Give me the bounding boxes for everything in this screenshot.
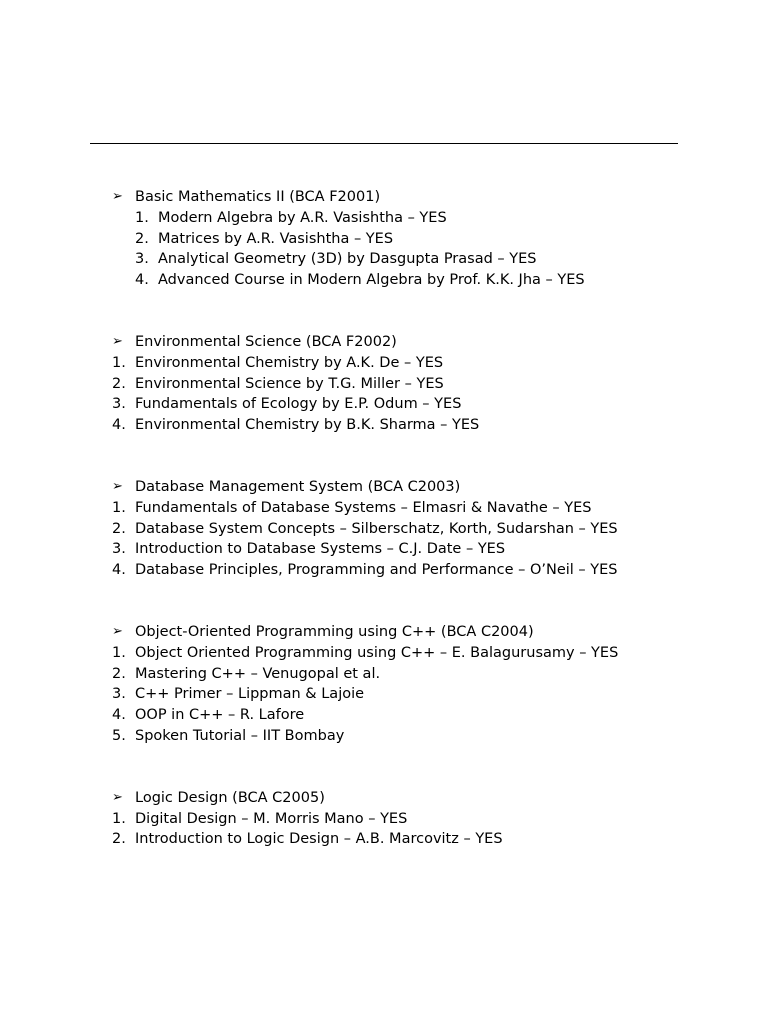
section-object-oriented-programming — [112, 622, 732, 747]
section-heading — [112, 622, 732, 643]
list-item — [112, 208, 732, 229]
list-item — [112, 353, 732, 374]
document-body — [112, 187, 732, 850]
item-text: Environmental Chemistry by B.K. Sharma – YES — [135, 417, 480, 434]
section-heading — [112, 332, 732, 353]
book-list — [112, 498, 732, 581]
item-number: 2. — [112, 665, 126, 682]
item-number: 4. — [135, 272, 149, 289]
item-text: Fundamentals of Database Systems – Elmasri & Navathe – YES — [135, 499, 592, 516]
item-number: 3. — [135, 251, 149, 268]
book-list — [112, 643, 732, 747]
item-text: Modern Algebra by A.R. Vasishtha – YES — [158, 209, 447, 226]
section-heading-text: Database Management System (BCA C2003) — [135, 478, 461, 495]
section-environmental-science — [112, 332, 732, 436]
item-number: 2. — [112, 375, 126, 392]
list-item — [112, 229, 732, 250]
list-item — [112, 249, 732, 270]
item-text: Analytical Geometry (3D) by Dasgupta Prasad – YES — [158, 251, 537, 268]
book-list — [112, 353, 732, 436]
item-number: 4. — [112, 707, 126, 724]
section-database-management — [112, 477, 732, 581]
item-text: Advanced Course in Modern Algebra by Prof. K.K. Jha – YES — [158, 272, 585, 289]
arrowhead-bullet-icon: ➢ — [112, 189, 123, 204]
item-number: 3. — [112, 541, 126, 558]
arrowhead-bullet-icon: ➢ — [112, 478, 123, 494]
item-text: Introduction to Logic Design – A.B. Marcovitz – YES — [135, 831, 503, 848]
book-list — [112, 809, 732, 851]
header-rule — [90, 143, 678, 144]
list-item — [112, 374, 732, 395]
item-text: Environmental Chemistry by A.K. De – YES — [135, 354, 444, 371]
list-item — [112, 539, 732, 560]
item-number: 2. — [135, 230, 149, 247]
list-item — [112, 415, 732, 436]
item-number: 4. — [112, 417, 126, 434]
item-number: 3. — [112, 396, 126, 413]
section-logic-design — [112, 788, 732, 850]
list-item — [112, 705, 732, 726]
item-text: Environmental Science by T.G. Miller – YES — [135, 375, 444, 392]
list-item — [112, 829, 732, 850]
item-number: 1. — [112, 354, 126, 371]
item-number: 1. — [112, 810, 126, 827]
item-text: Introduction to Database Systems – C.J. Date – YES — [135, 541, 506, 558]
arrowhead-bullet-icon: ➢ — [112, 789, 123, 805]
item-text: C++ Primer – Lippman & Lajoie — [135, 686, 365, 703]
section-heading-text: Environmental Science (BCA F2002) — [135, 333, 397, 350]
list-item — [112, 684, 732, 705]
section-basic-mathematics — [112, 187, 732, 291]
item-text: Matrices by A.R. Vasishtha – YES — [158, 230, 394, 247]
arrowhead-bullet-icon: ➢ — [112, 333, 123, 349]
list-item — [112, 664, 732, 685]
section-heading — [112, 788, 732, 809]
list-item — [112, 394, 732, 415]
section-heading-text: Basic Mathematics II (BCA F2001) — [135, 189, 381, 205]
item-number: 1. — [112, 644, 126, 661]
item-text: OOP in C++ – R. Lafore — [135, 707, 305, 724]
section-heading — [112, 187, 732, 208]
list-item — [112, 726, 732, 747]
item-text: Database System Concepts – Silberschatz, Korth, Sudarshan – YES — [135, 520, 618, 537]
section-heading-text: Object-Oriented Programming using C++ (BCA C2004) — [135, 623, 534, 640]
section-heading-text: Logic Design (BCA C2005) — [135, 789, 325, 806]
item-number: 2. — [112, 520, 126, 537]
list-item — [112, 498, 732, 519]
item-text: Spoken Tutorial – IIT Bombay — [135, 727, 345, 744]
item-number: 5. — [112, 727, 126, 744]
item-number: 4. — [112, 562, 126, 579]
item-text: Fundamentals of Ecology by E.P. Odum – YES — [135, 396, 462, 413]
list-item — [112, 643, 732, 664]
list-item — [112, 519, 732, 540]
item-text: Mastering C++ – Venugopal et al. — [135, 665, 381, 682]
item-number: 3. — [112, 686, 126, 703]
item-text: Digital Design – M. Morris Mano – YES — [135, 810, 408, 827]
list-item — [112, 560, 732, 581]
item-text: Database Principles, Programming and Performance – O’Neil – YES — [135, 562, 618, 579]
section-heading — [112, 477, 732, 498]
list-item — [112, 270, 732, 291]
list-item — [112, 809, 732, 830]
item-number: 1. — [135, 209, 149, 226]
item-text: Object Oriented Programming using C++ – E. Balagurusamy – YES — [135, 644, 619, 661]
arrowhead-bullet-icon: ➢ — [112, 623, 123, 639]
book-list — [112, 208, 732, 291]
item-number: 2. — [112, 831, 126, 848]
item-number: 1. — [112, 499, 126, 516]
